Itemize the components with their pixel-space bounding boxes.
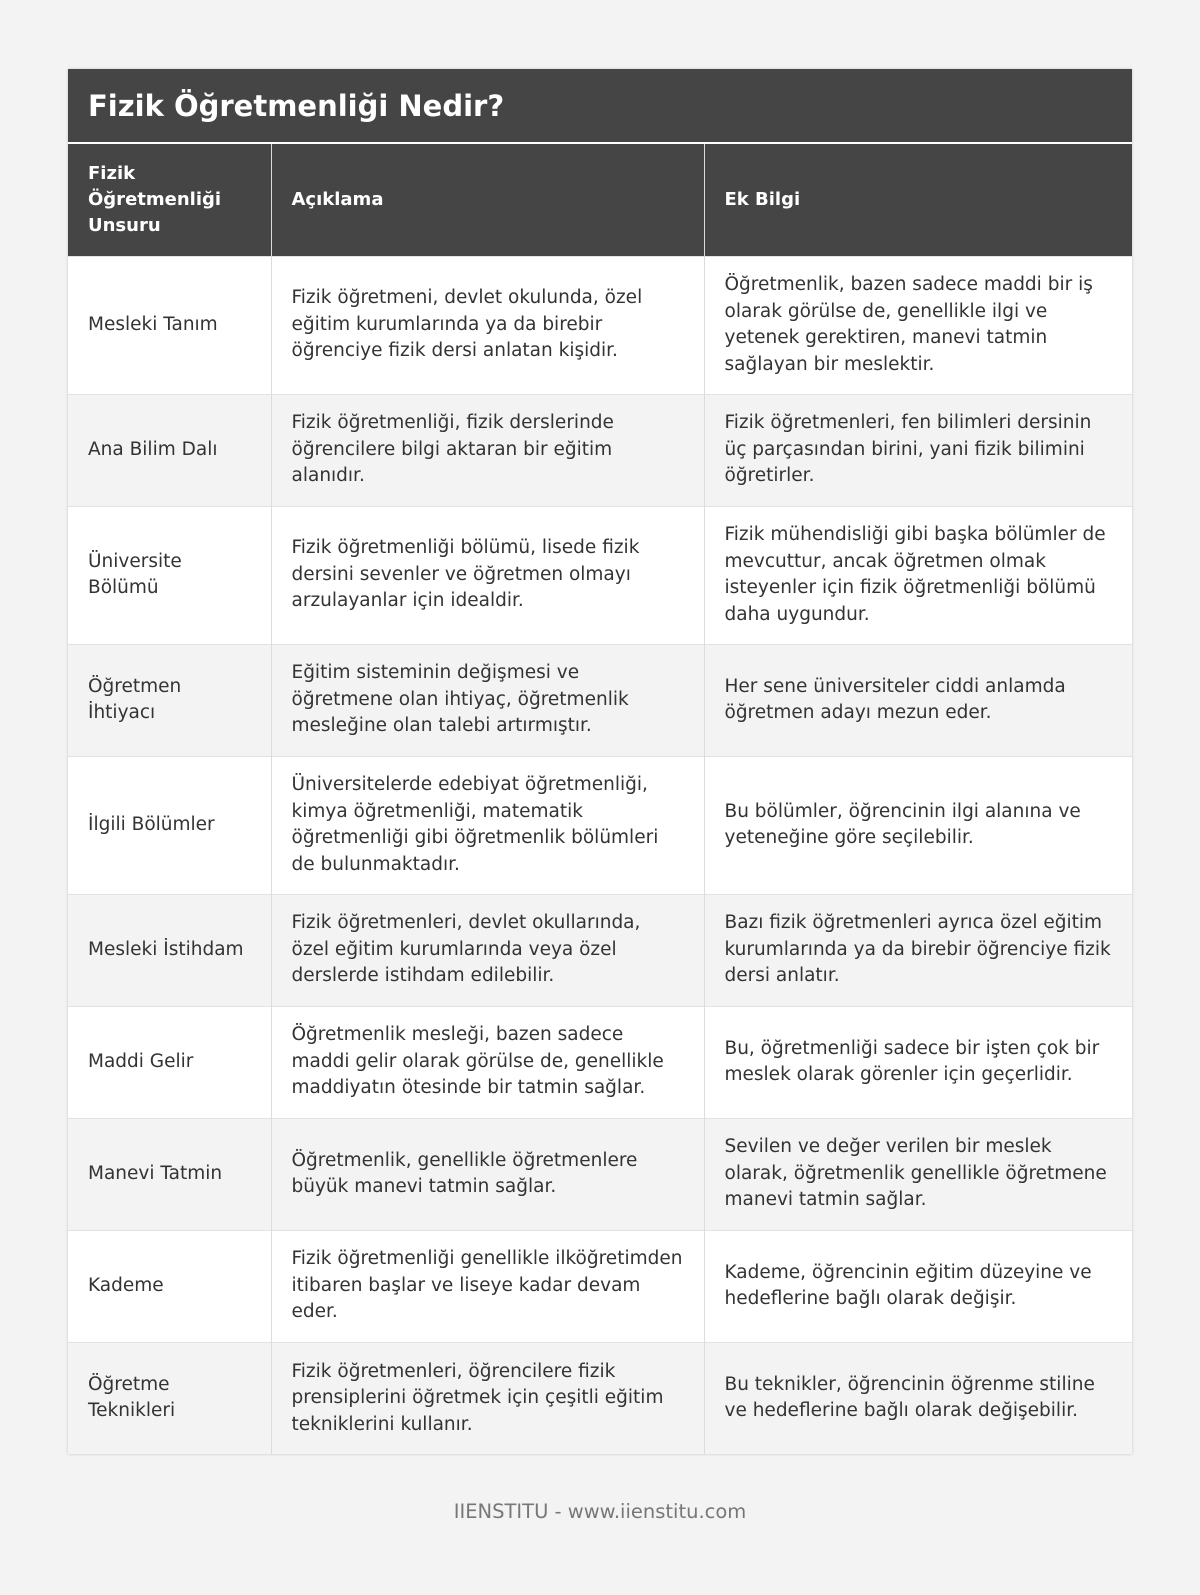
column-header-description: Açıklama [271, 144, 704, 256]
cell-description: Eğitim sisteminin değişmesi ve öğretmene olan ihtiyaç, öğretmenlik mesleğine olan talebi artırmıştır. [271, 644, 704, 756]
column-header-element: Fizik Öğretmenliği Unsuru [68, 144, 271, 256]
table-row [68, 756, 1132, 894]
cell-element: Manevi Tatmin [68, 1118, 271, 1230]
table-row [68, 1342, 1132, 1454]
cell-description: Öğretmenlik mesleği, bazen sadece maddi gelir olarak görülse de, genellikle maddiyatın ötesinde bir tatmin sağlar. [271, 1006, 704, 1118]
table-row [68, 894, 1132, 1006]
cell-element: Öğretme Teknikleri [68, 1342, 271, 1454]
cell-extra-info: Sevilen ve değer verilen bir meslek olarak, öğretmenlik genellikle öğretmene manevi tatmin sağlar. [704, 1118, 1132, 1230]
cell-description: Fizik öğretmeni, devlet okulunda, özel eğitim kurumlarında ya da birebir öğrenciye fizik dersi anlatan kişidir. [271, 256, 704, 394]
table-row [68, 1230, 1132, 1342]
cell-description: Öğretmenlik, genellikle öğretmenlere büyük manevi tatmin sağlar. [271, 1118, 704, 1230]
cell-element: Maddi Gelir [68, 1006, 271, 1118]
cell-extra-info: Öğretmenlik, bazen sadece maddi bir iş olarak görülse de, genellikle ilgi ve yetenek gerektiren, manevi tatmin sağlayan bir meslektir. [704, 256, 1132, 394]
cell-extra-info: Bu bölümler, öğrencinin ilgi alanına ve yeteneğine göre seçilebilir. [704, 756, 1132, 894]
cell-element: Mesleki İstihdam [68, 894, 271, 1006]
cell-description: Fizik öğretmenliği bölümü, lisede fizik dersini sevenler ve öğretmen olmayı arzulayanlar için idealdir. [271, 506, 704, 644]
cell-extra-info: Her sene üniversiteler ciddi anlamda öğretmen adayı mezun eder. [704, 644, 1132, 756]
info-table [68, 144, 1132, 1454]
table-row [68, 506, 1132, 644]
table-row [68, 1006, 1132, 1118]
table-row [68, 644, 1132, 756]
cell-element: Mesleki Tanım [68, 256, 271, 394]
column-header-extra-info: Ek Bilgi [704, 144, 1132, 256]
cell-element: İlgili Bölümler [68, 756, 271, 894]
cell-extra-info: Bazı fizik öğretmenleri ayrıca özel eğitim kurumlarında ya da birebir öğrenciye fizik dersi anlatır. [704, 894, 1132, 1006]
cell-element: Üniversite Bölümü [68, 506, 271, 644]
cell-extra-info: Fizik öğretmenleri, fen bilimleri dersinin üç parçasından birini, yani fizik bilimini öğretirler. [704, 394, 1132, 506]
table-card [68, 69, 1132, 1454]
cell-element: Ana Bilim Dalı [68, 394, 271, 506]
footer-credit: IIENSTITU - www.iienstitu.com [453, 1500, 747, 1523]
cell-element: Öğretmen İhtiyacı [68, 644, 271, 756]
cell-extra-info: Bu teknikler, öğrencinin öğrenme stiline ve hedeflerine bağlı olarak değişebilir. [704, 1342, 1132, 1454]
cell-description: Fizik öğretmenleri, öğrencilere fizik prensiplerini öğretmek için çeşitli eğitim tekniklerini kullanır. [271, 1342, 704, 1454]
table-row [68, 256, 1132, 394]
page-title: Fizik Öğretmenliği Nedir? [68, 69, 1132, 144]
cell-extra-info: Bu, öğretmenliği sadece bir işten çok bir meslek olarak görenler için geçerlidir. [704, 1006, 1132, 1118]
cell-description: Fizik öğretmenleri, devlet okullarında, özel eğitim kurumlarında veya özel derslerde istihdam edilebilir. [271, 894, 704, 1006]
cell-description: Fizik öğretmenliği genellikle ilköğretimden itibaren başlar ve liseye kadar devam eder. [271, 1230, 704, 1342]
cell-extra-info: Kademe, öğrencinin eğitim düzeyine ve hedeflerine bağlı olarak değişir. [704, 1230, 1132, 1342]
cell-element: Kademe [68, 1230, 271, 1342]
table-header-row [68, 144, 1132, 256]
cell-description: Üniversitelerde edebiyat öğretmenliği, kimya öğretmenliği, matematik öğretmenliği gibi öğretmenlik bölümleri de bulunmaktadır. [271, 756, 704, 894]
table-row [68, 1118, 1132, 1230]
table-row [68, 394, 1132, 506]
cell-description: Fizik öğretmenliği, fizik derslerinde öğrencilere bilgi aktaran bir eğitim alanıdır. [271, 394, 704, 506]
cell-extra-info: Fizik mühendisliği gibi başka bölümler de mevcuttur, ancak öğretmen olmak isteyenler için fizik öğretmenliği bölümü daha uygundur. [704, 506, 1132, 644]
